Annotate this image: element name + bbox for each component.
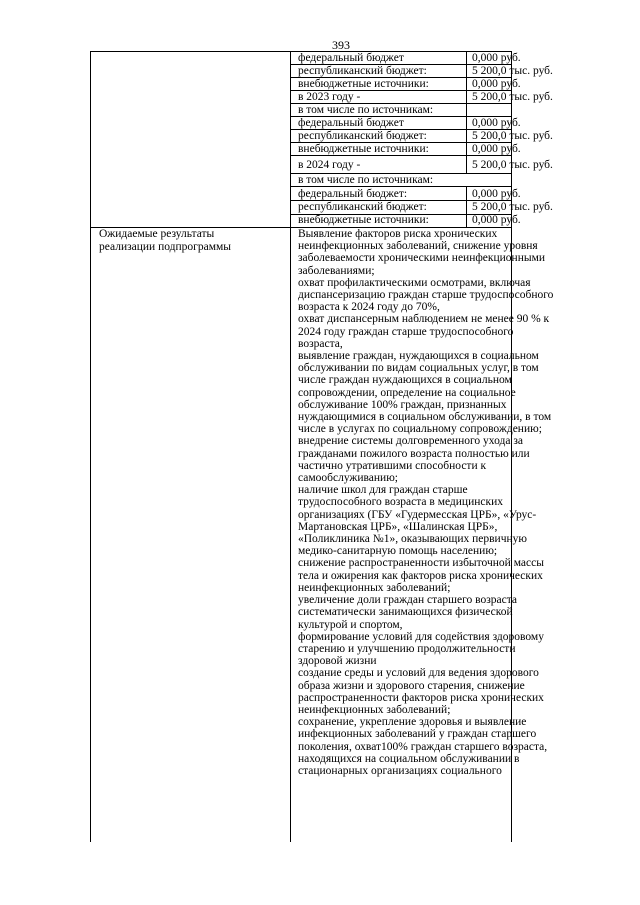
result-line: сопровождении, определение на социальное: [298, 386, 516, 399]
result-line: наличие школ для граждан старше: [298, 484, 468, 497]
result-line: поколения, охват100% граждан старшего возраста,: [298, 740, 548, 753]
result-line: обслуживании по видам социальных услуг, в том: [298, 362, 539, 375]
result-line: Выявление факторов риска хронических: [298, 228, 498, 240]
result-line: образа жизни и здорового старения, снижение: [298, 679, 525, 692]
finance-row-value: 5 200,0 тыс. руб.: [472, 201, 553, 213]
finance-row-value: 0,000 руб.: [472, 214, 521, 226]
result-line: сохранение, укрепление здоровья и выявление: [298, 716, 527, 729]
finance-row-name: федеральный бюджет: [298, 52, 404, 64]
finance-row-name: в 2023 году -: [298, 91, 361, 103]
result-line: неинфекционных заболеваний, снижение уровня: [298, 240, 538, 253]
program-passport-table: [90, 51, 554, 842]
expected-results-label-line: Ожидаемые результаты: [99, 228, 215, 240]
result-line: тела и ожирения как факторов риска хронических: [298, 569, 543, 582]
result-line: охват диспансерным наблюдением не менее 90 % к: [298, 313, 550, 326]
finance-row-name: в том числе по источникам:: [298, 174, 434, 186]
finance-row-name: внебюджетные источники:: [298, 78, 429, 90]
result-line: увеличение доли граждан старшего возраста: [298, 594, 518, 607]
result-line: медико-санитарную помощь населению;: [298, 545, 498, 558]
finance-row-value: 0,000 руб.: [472, 52, 521, 64]
result-line: возраста,: [298, 337, 343, 350]
result-line: формирование условий для содействия здоровому: [298, 630, 544, 643]
result-line: выявление граждан, нуждающихся в социальном: [298, 350, 539, 363]
finance-row-name: республиканский бюджет:: [298, 130, 427, 142]
expected-results-label-line: реализации подпрограммы: [99, 240, 232, 253]
finance-row-name: федеральный бюджет:: [298, 188, 408, 200]
expected-results-text: [298, 228, 596, 777]
result-line: частично утратившими способности к: [298, 459, 487, 472]
result-line: числе граждан нуждающихся в социальном: [298, 374, 512, 387]
finance-row-value: 0,000 руб.: [472, 188, 521, 200]
result-line: 2024 году граждан старше трудоспособного: [298, 325, 514, 338]
result-line: заболеваемости хроническими неинфекционными: [298, 252, 546, 265]
finance-row-name: республиканский бюджет:: [298, 65, 427, 77]
result-line: «Поликлиника №1», оказывающих первичную: [298, 533, 527, 546]
finance-row-value: 5 200,0 тыс. руб.: [472, 130, 553, 142]
result-line: нуждающимися в социальном обслуживании, в том: [298, 411, 552, 424]
finance-row-value: 0,000 руб.: [472, 78, 521, 90]
result-line: снижение распространенности избыточной массы: [298, 557, 544, 570]
result-line: трудоспособного возраста в медицинских: [298, 496, 503, 509]
finance-row-name: республиканский бюджет:: [298, 201, 427, 213]
result-line: инфекционных заболеваний у граждан старшего: [298, 728, 537, 741]
finance-row-name: внебюджетные источники:: [298, 214, 429, 226]
result-line: гражданами пожилого возраста полностью или: [298, 447, 530, 460]
result-line: распространенности факторов риска хронических: [298, 691, 544, 704]
finance-row-name: федеральный бюджет: [298, 117, 404, 129]
result-line: диспансеризацию граждан старше трудоспособного: [298, 289, 554, 302]
finance-row-value: 0,000 руб.: [472, 143, 521, 155]
result-line: обслуживание 100% граждан, признанных: [298, 398, 507, 411]
finance-row-name: в 2024 году -: [298, 159, 361, 171]
finance-row-value: 5 200,0 тыс. руб.: [472, 159, 553, 171]
result-line: создание среды и условий для ведения здорового: [298, 667, 539, 680]
result-line: заболеваниями;: [298, 264, 375, 277]
result-line: культурой и спортом,: [298, 618, 403, 631]
expected-results-label: [99, 228, 284, 253]
page-number: 393: [332, 38, 350, 52]
result-line: стационарных организациях социального: [298, 764, 502, 777]
result-line: систематически занимающихся физической: [298, 606, 513, 619]
result-line: здоровой жизни: [298, 655, 377, 668]
result-line: самообслуживанию;: [298, 472, 398, 485]
finance-row-value: 5 200,0 тыс. руб.: [472, 65, 553, 77]
col-divider-left: [290, 52, 291, 842]
result-line: внедрение системы долговременного ухода за: [298, 435, 524, 448]
finance-row-name: в том числе по источникам:: [298, 104, 434, 116]
result-line: Мартановская ЦРБ», «Шалинская ЦРБ»,: [298, 520, 498, 533]
result-line: охват профилактическими осмотрами, включая: [298, 276, 531, 289]
result-line: старению и улучшению продолжительности: [298, 642, 516, 655]
finance-row-name: внебюджетные источники:: [298, 143, 429, 155]
result-line: числе в услугах по социальному сопровождению;: [298, 423, 542, 436]
result-line: организациях (ГБУ «Гудермесская ЦРБ», «Урус-: [298, 508, 537, 521]
result-line: возраста к 2024 году до 70%,: [298, 301, 440, 314]
col-divider-finance-lower: [466, 186, 467, 228]
result-line: неинфекционных заболеваний;: [298, 703, 451, 716]
finance-row-value: 5 200,0 тыс. руб.: [472, 91, 553, 103]
result-line: неинфекционных заболеваний;: [298, 581, 451, 594]
result-line: находящихся на социальном обслуживании в: [298, 752, 520, 765]
finance-row-value: 0,000 руб.: [472, 117, 521, 129]
